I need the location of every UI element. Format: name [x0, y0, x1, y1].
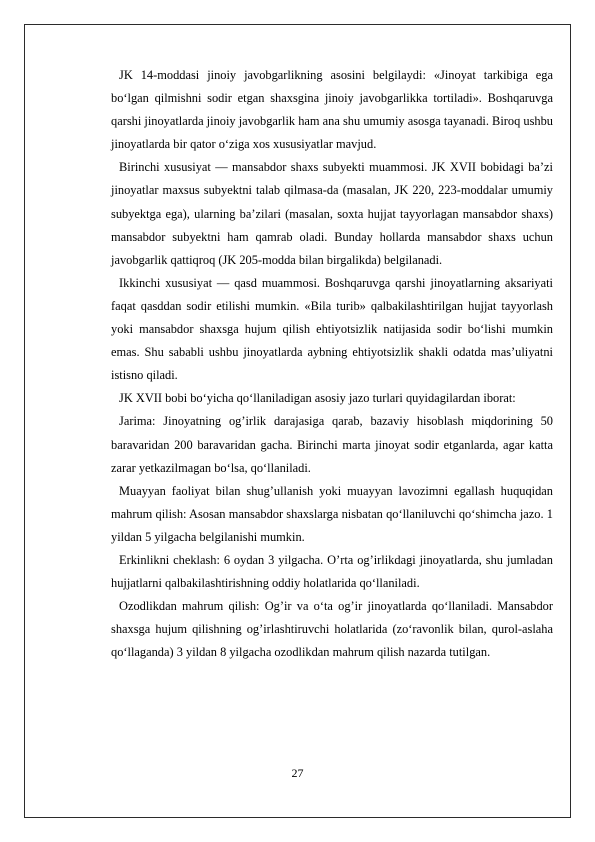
paragraph: Ikkinchi xususiyat — qasd muammosi. Boshqaruvga qarshi jinoyatlarning aksariyati faqat qasddan sodir etilishi mumkin. «Bila turib» qalbakilashtirilgan hujjat tayyorlash yoki mansabdor shaxsga hujum qilish ehtiyotsizlik natijasida sodir bo‘lishi mumkin emas. Shu sababli ushbu jinoyatlarda aybning ehtiyotsizlik shakli odatda mas’uliyatni istisno qiladi.	[111, 275, 553, 383]
paragraph: Muayyan faoliyat bilan shug’ullanish yoki muayyan lavozimni egallash huquqidan mahrum qilish: Asosan mansabdor shaxslarga nisbatan qo‘llaniluvchi qo‘shimcha jazo. 1 yildan 5 yilgacha belgilanishi mumkin.	[111, 483, 553, 544]
document-body	[111, 64, 553, 664]
page-number: 27	[291, 766, 304, 780]
paragraph: JK XVII bobi bo‘yicha qo‘llaniladigan asosiy jazo turlari quyidagilardan iborat:	[119, 391, 516, 406]
paragraph: JK 14-moddasi jinoiy javobgarlikning asosini belgilaydi: «Jinoyat tarkibiga ega bo‘lgan qilmishni sodir etgan shaxsgina jinoiy javobgarlikka tortiladi». Boshqaruvga qarshi jinoyatlarda jinoiy javobgarlik ham ana shu umumiy asosga tayanadi. Biroq ushbu jinoyatlarda bir qator o‘ziga xos xususiyatlar mavjud.	[111, 68, 553, 152]
paragraph: Erkinlikni cheklash: 6 oydan 3 yilgacha. O’rta og’irlikdagi jinoyatlarda, shu jumladan hujjatlarni qalbakilashtirishning oddiy holatlarida qo‘llaniladi.	[111, 552, 553, 591]
paragraph: Jarima: Jinoyatning og’irlik darajasiga qarab, bazaviy hisoblash miqdorining 50 baravaridan 200 baravaridan gacha. Birinchi marta jinoyat sodir etganlarda, agar katta zarar yetkazilmagan bo‘lsa, qo‘llaniladi.	[111, 414, 553, 475]
paragraph: Birinchi xususiyat — mansabdor shaxs subyekti muammosi. JK XVII bobidagi ba’zi jinoyatlar maxsus subyektni talab qilmasa-da (masalan, JK 220, 223-moddalar umumiy subyektga ega), ularning ba’zilari (masalan, soxta hujjat tayyorlagan mansabdor shaxs) mansabdor subyektni ham qamrab oladi. Bunday hollarda mansabdor shaxs uchun javobgarlik qattiqroq (JK 205-modda bilan birgalikda) belgilanadi.	[111, 160, 553, 267]
paragraph: Ozodlikdan mahrum qilish: Og’ir va o‘ta og’ir jinoyatlarda qo‘llaniladi. Mansabdor shaxsga hujum qilishning og’irlashtiruvchi holatlarida (zo‘ravonlik bilan, qurol-aslaha qo‘llaganda) 3 yildan 8 yilgacha ozodlikdan mahrum qilish nazarda tutilgan.	[111, 599, 553, 660]
